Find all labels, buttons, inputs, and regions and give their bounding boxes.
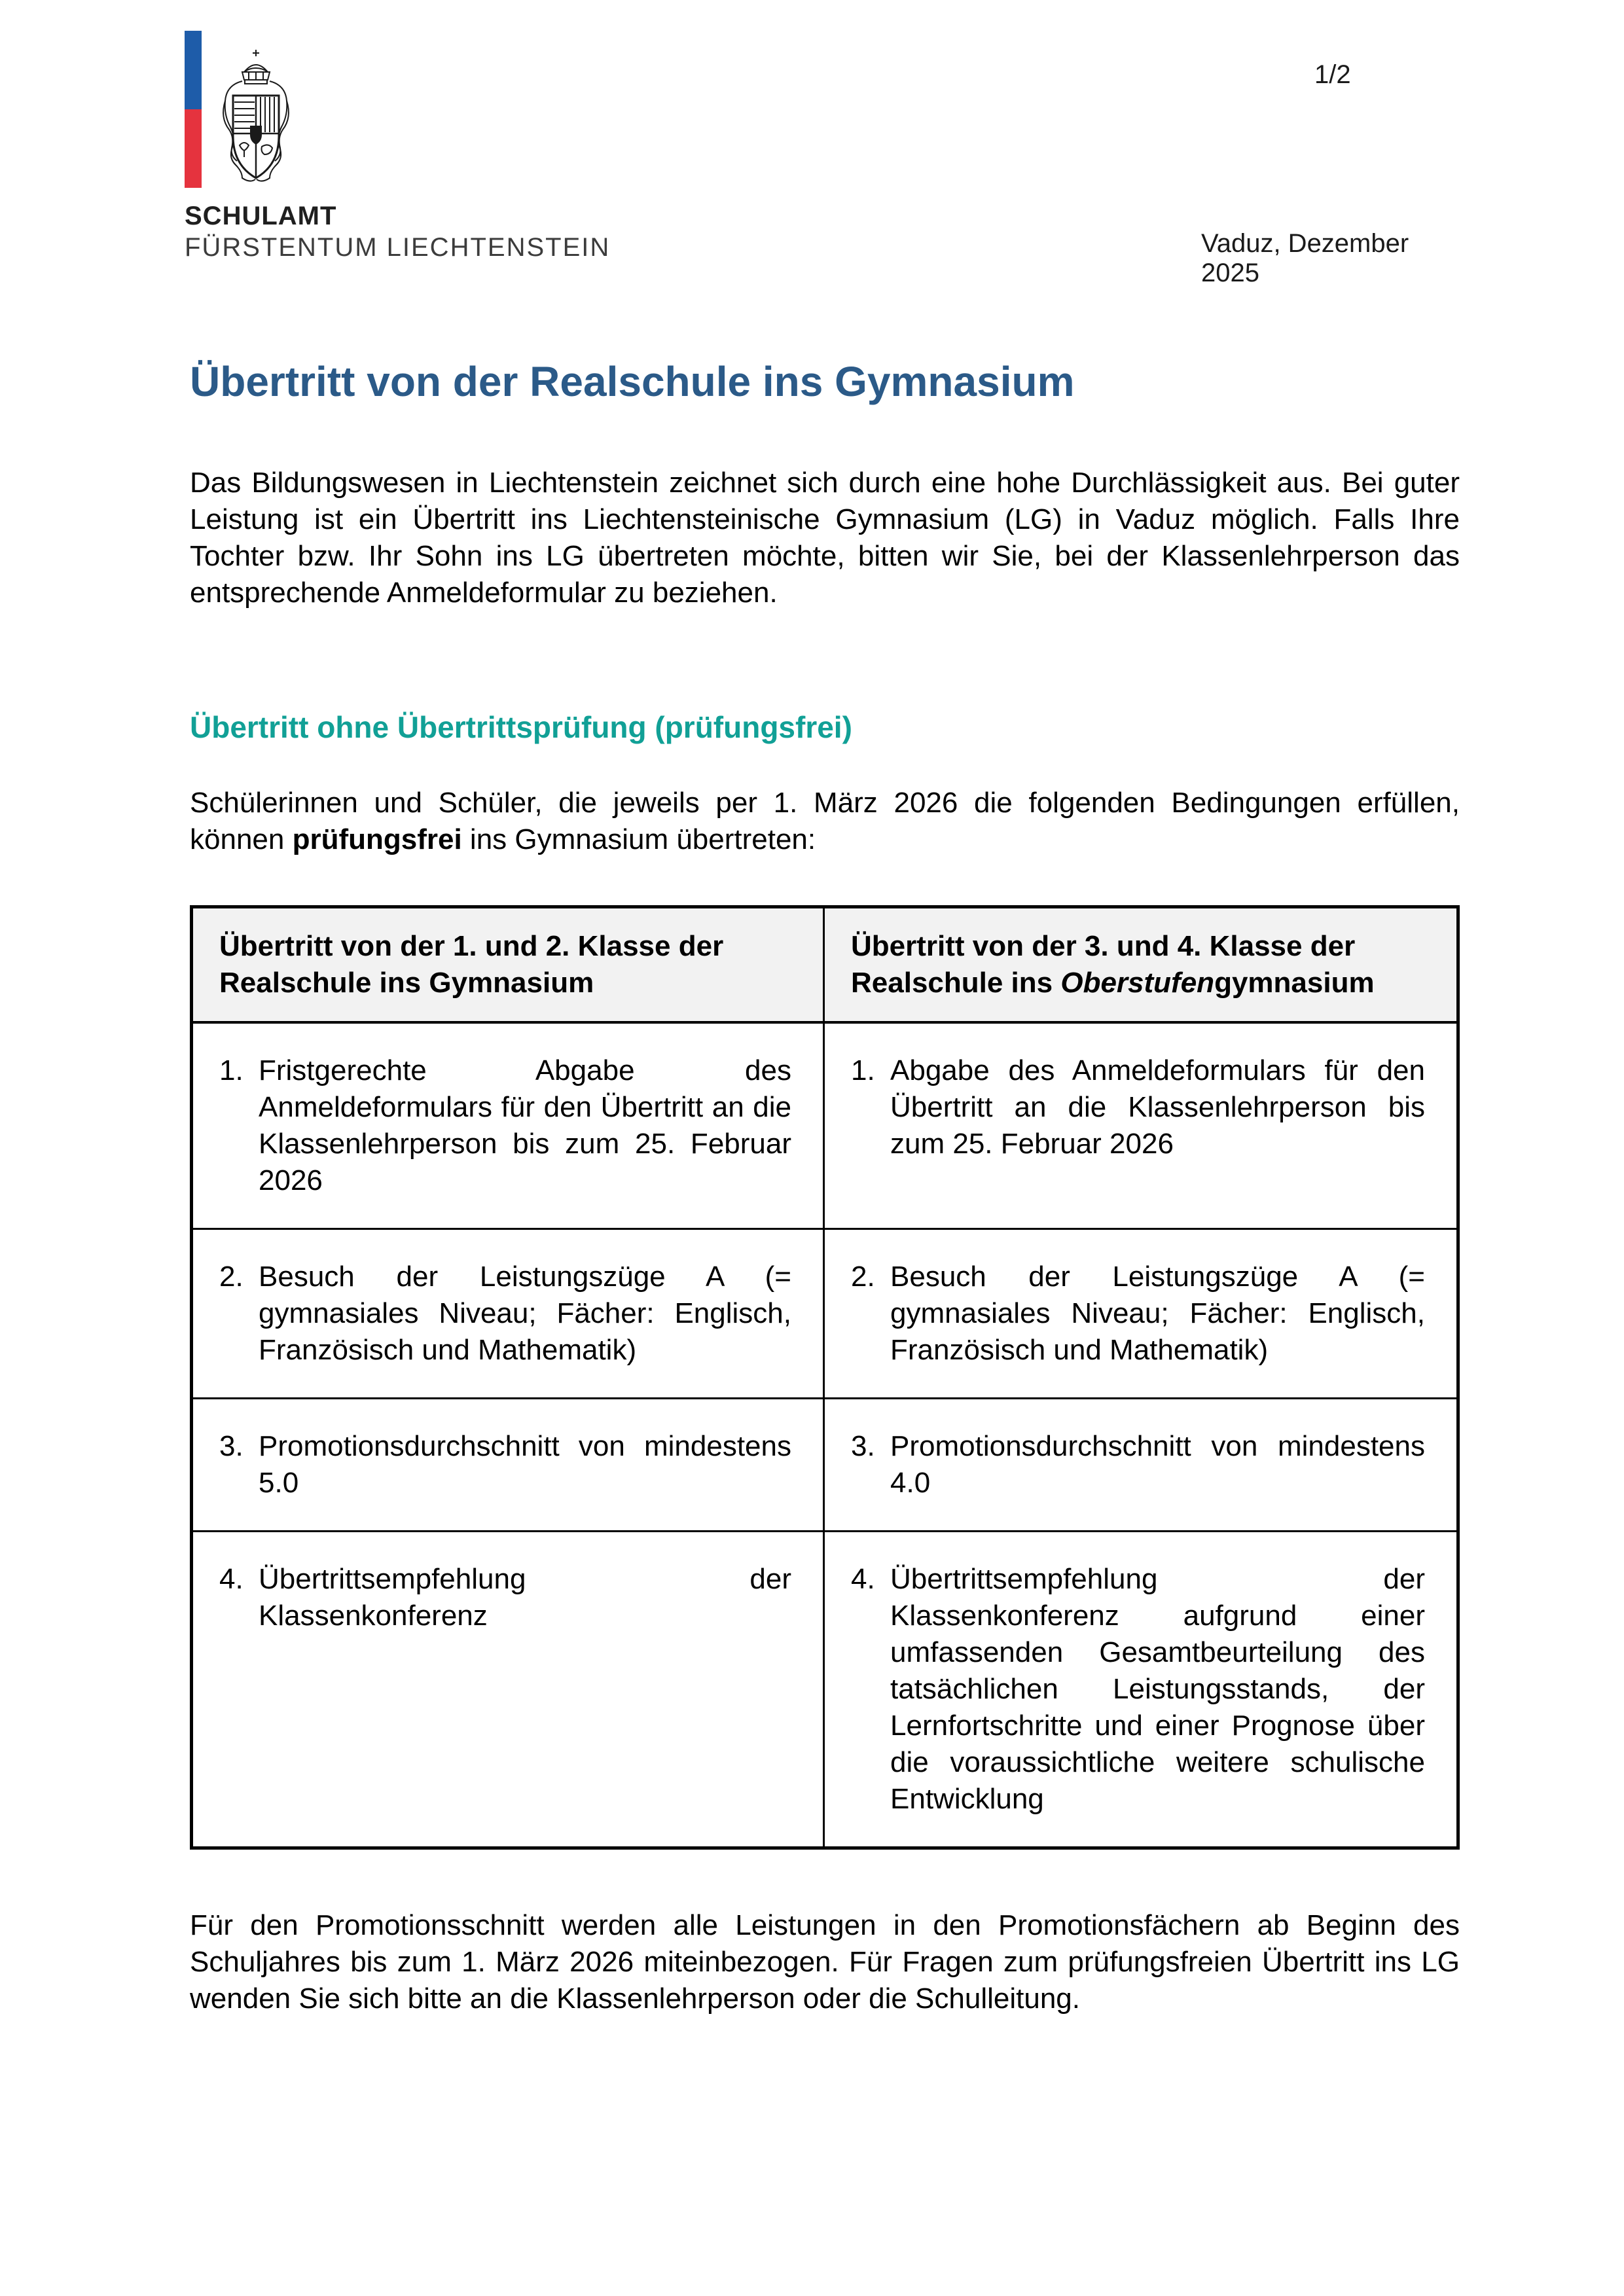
table-cell-right-1: [825, 1024, 1456, 1230]
table-header-right: [825, 908, 1456, 1024]
item-number: 1.: [219, 1054, 244, 1086]
org-subtitle: FÜRSTENTUM LIECHTENSTEIN: [185, 233, 611, 262]
place-date: Vaduz, Dezember 2025: [1201, 229, 1409, 287]
closing-paragraph: Für den Promotionsschnitt werden alle Leistungen in den Promotionsfächern ab Beginn des Schuljahres bis zum 1. März 2026 miteinbezogen. Für Fragen zum prüfungsfreien Übertritt ins LG wenden Sie sich bitte an die Klassenlehrperson oder die Schulleitung.: [190, 1909, 1460, 2015]
table-cell-left-4: [193, 1532, 825, 1846]
flag-bar-blue: [185, 31, 202, 109]
item-text: Übertrittsempfehlung der Klassenkonferenz aufgrund einer umfassenden Gesamtbeurteilung des tatsächlichen Leistungsstands, der Lernfortschritte und einer Prognose über die voraussichtliche weitere schulische Entwicklung: [890, 1562, 1425, 1815]
item-text: Abgabe des Anmeldeformulars für den Übertritt an die Klassenlehrperson bis zum 25. Februar 2026: [890, 1054, 1425, 1160]
item-text: Besuch der Leistungszüge A (= gymnasiales Niveau; Fächer: Englisch, Französisch und Mathematik): [890, 1260, 1425, 1366]
item-text: Übertrittsempfehlung der Klassenkonferenz: [259, 1562, 791, 1632]
item-text: Besuch der Leistungszüge A (= gymnasiales Niveau; Fächer: Englisch, Französisch und Mathematik): [259, 1260, 791, 1366]
lead-paragraph: [190, 785, 1460, 858]
item-text: Promotionsdurchschnitt von mindestens 5.0: [259, 1429, 791, 1499]
coat-of-arms-icon: [216, 47, 296, 186]
table-header-right-pre: Übertritt von der 3. und 4. Klasse der Realschule ins: [851, 929, 1356, 999]
item-number: 3.: [219, 1429, 244, 1462]
lead-text-bold: prüfungsfrei: [292, 823, 462, 855]
table-cell-right-4: [825, 1532, 1456, 1846]
table-cell-right-2: [825, 1230, 1456, 1399]
lead-text-pre: Schülerinnen und Schüler, die jeweils per 1. März 2026 die folgenden Bedingungen erfüllen, können: [190, 786, 1460, 855]
item-number: 2.: [851, 1260, 875, 1293]
table-cell-right-3: [825, 1399, 1456, 1532]
intro-paragraph: Das Bildungswesen in Liechtenstein zeichnet sich durch eine hohe Durchlässigkeit aus. Bei guter Leistung ist ein Übertritt ins Liechtensteinische Gymnasium (LG) in Vaduz möglich. Falls Ihre Tochter bzw. Ihr Sohn ins LG übertreten möchte, bitten wir Sie, bei der Klassenlehrperson das entsprechende Anmeldeformular zu beziehen.: [190, 466, 1460, 609]
flag-bar: [185, 31, 202, 188]
item-text: Fristgerechte Abgabe des Anmeldeformulars für den Übertritt an die Klassenlehrperson bis zum 25. Februar 2026: [259, 1054, 791, 1196]
org-name: SCHULAMT: [185, 202, 337, 230]
flag-bar-red: [185, 109, 202, 188]
table-header-left: Übertritt von der 1. und 2. Klasse der Realschule ins Gymnasium: [193, 908, 825, 1024]
page-number: 1/2: [1314, 60, 1351, 89]
conditions-table: [190, 905, 1460, 1850]
item-number: 4.: [851, 1562, 875, 1595]
item-number: 3.: [851, 1429, 875, 1462]
document-title: Übertritt von der Realschule ins Gymnasium: [190, 358, 1075, 405]
table-cell-left-3: [193, 1399, 825, 1532]
table-header-right-italic: Oberstufen: [1060, 966, 1215, 999]
lead-text-post: ins Gymnasium übertreten:: [461, 823, 816, 855]
table-cell-left-1: [193, 1024, 825, 1230]
item-number: 1.: [851, 1054, 875, 1086]
item-text: Promotionsdurchschnitt von mindestens 4.0: [890, 1429, 1425, 1499]
section-heading: Übertritt ohne Übertrittsprüfung (prüfungsfrei): [190, 709, 852, 744]
item-number: 4.: [219, 1562, 244, 1595]
table-cell-left-2: [193, 1230, 825, 1399]
letterhead: [185, 0, 1460, 321]
table-header-right-post: gymnasium: [1214, 966, 1375, 999]
item-number: 2.: [219, 1260, 244, 1293]
